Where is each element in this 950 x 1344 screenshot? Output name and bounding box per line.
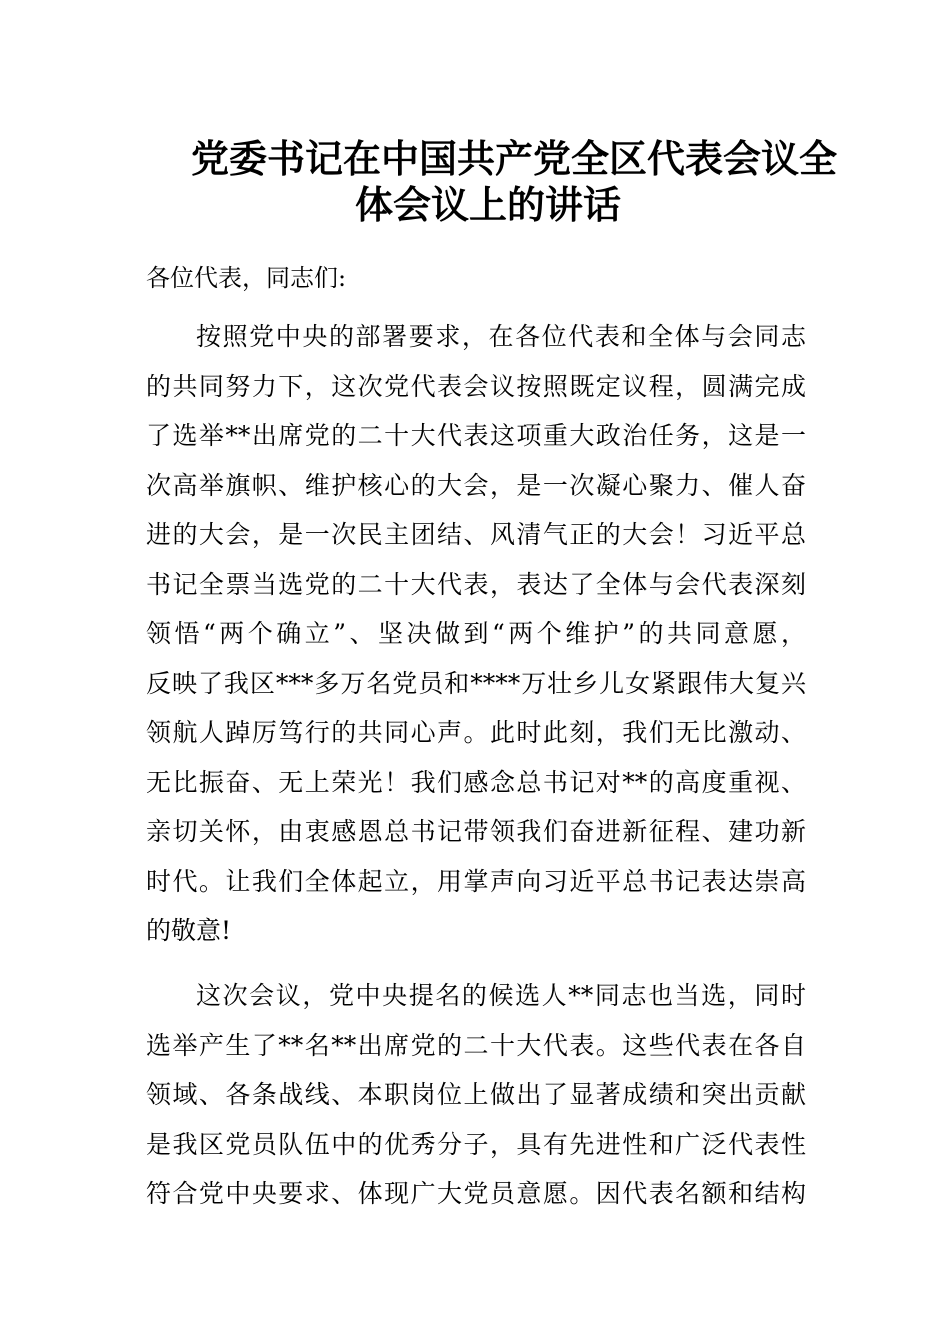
paragraph-line: 无比振奋、无上荣光！我们感念总书记对**的高度重视、: [146, 767, 806, 797]
paragraph-line: 这次会议，党中央提名的候选人**同志也当选，同时: [196, 981, 806, 1010]
paragraph-line: 亲切关怀，由衷感恩总书记带领我们奋进新征程、建功新: [146, 817, 806, 846]
salutation: 各位代表，同志们:: [146, 264, 347, 292]
paragraph-line: 是我区党员队伍中的优秀分子，具有先进性和广泛代表性: [146, 1129, 806, 1159]
paragraph-line: 选举产生了**名**出席党的二十大代表。这些代表在各自: [146, 1030, 806, 1060]
paragraph-line: 的共同努力下，这次党代表会议按照既定议程，圆满完成: [146, 371, 806, 401]
paragraph-line: 了选举**出席党的二十大代表这项重大政治任务，这是一: [146, 421, 806, 450]
paragraph-line: 书记全票当选党的二十大代表，表达了全体与会代表深刻: [146, 569, 806, 599]
paragraph-line: 反映了我区***多万名党员和****万壮乡儿女紧跟伟大复兴: [146, 668, 806, 698]
paragraph-line: 次高举旗帜、维护核心的大会，是一次凝心聚力、催人奋: [146, 470, 806, 500]
document-title-line-1: 党委书记在中国共产党全区代表会议全: [191, 136, 838, 181]
paragraph-line: 领航人踔厉笃行的共同心声。此时此刻，我们无比激动、: [146, 718, 806, 747]
document-title-line-2: 体会议上的讲话: [355, 182, 622, 227]
paragraph-line: 进的大会，是一次民主团结、风清气正的大会！习近平总: [146, 520, 806, 549]
paragraph-line: 符合党中央要求、体现广大党员意愿。因代表名额和结构: [146, 1179, 806, 1208]
paragraph-line: 的敬意!: [146, 916, 232, 945]
paragraph-2: [146, 971, 806, 1219]
paragraph-line: 按照党中央的部署要求，在各位代表和全体与会同志: [196, 322, 806, 351]
paragraph-1: [146, 312, 806, 956]
paragraph-line: 领悟“两个确立”、坚决做到“两个维护”的共同意愿，: [146, 619, 806, 648]
paragraph-line: 领域、各条战线、本职岗位上做出了显著成绩和突出贡献: [146, 1080, 806, 1109]
paragraph-line: 时代。让我们全体起立，用掌声向习近平总书记表达崇高: [146, 866, 806, 896]
